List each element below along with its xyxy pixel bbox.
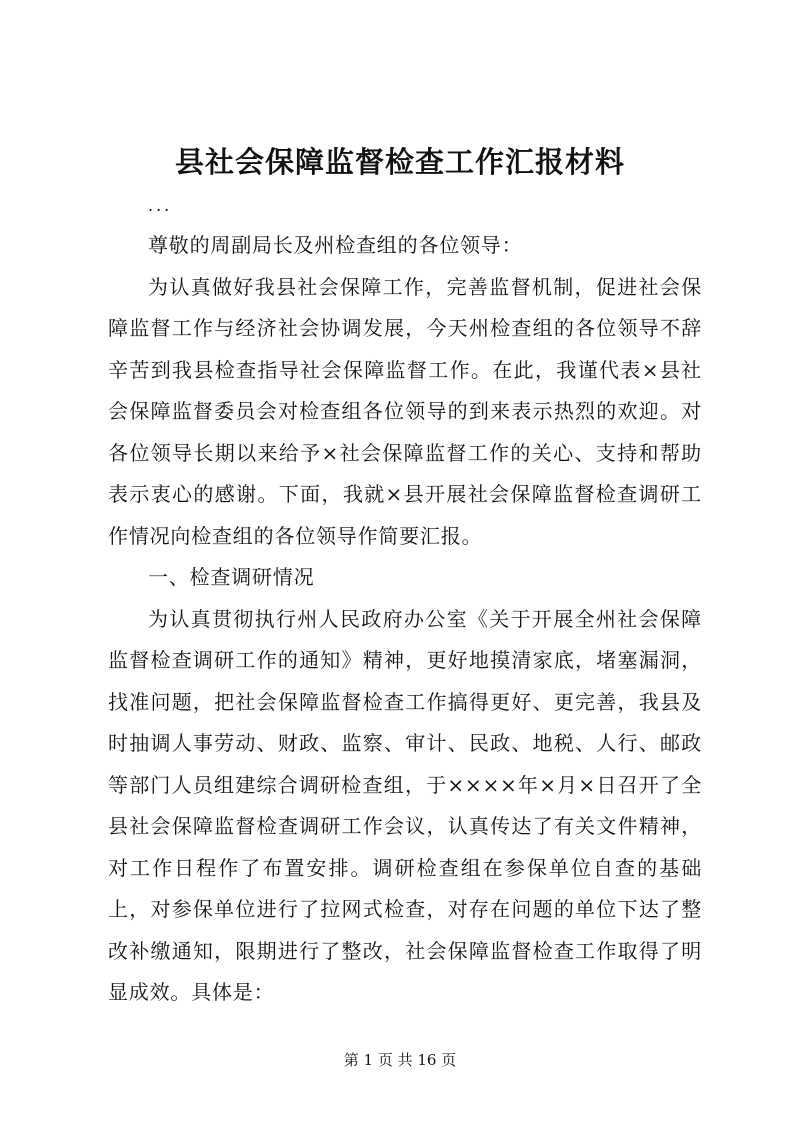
page-number-footer: 第 1 页 共 16 页 xyxy=(343,1051,457,1069)
ellipsis-marker: ... xyxy=(148,196,173,215)
section-heading: 一、检查调研情况 xyxy=(148,565,315,589)
intro-paragraph: 为认真做好我县社会保障工作，完善监督机制，促进社会保障监督工作与经济社会协调发展，今天州检查组的各位领导不辞辛苦到我县检查指导社会保障监督工作。在此，我谨代表×县社会保障监督委员会对检查组各位领导的到来表示热烈的欢迎。对各位领导长期以来给予×社会保障监督工作的关心、支持和帮助表示衷心的感谢。下面，我就×县开展社会保障监督检查调研工作情况向检查组的各位领导作简要汇报。 xyxy=(108,274,702,548)
section-paragraph: 为认真贯彻执行州人民政府办公室《关于开展全州社会保障监督检查调研工作的通知》精神，更好地摸清家底，堵塞漏洞，找准问题，把社会保障监督检查工作搞得更好、更完善，我县及时抽调人事劳动、财政、监察、审计、民政、地税、人行、邮政等部门人员组建综合调研检查组，于××××年×月×日召开了全县社会保障监督检查调研工作会议，认真传达了有关文件精神，对工作日程作了布置安排。调研检查组在参保单位自查的基础上，对参保单位进行了拉网式检查，对存在问题的单位下达了整改补缴通知，限期进行了整改，社会保障监督检查工作取得了明显成效。具体是： xyxy=(108,606,702,1004)
document-body xyxy=(108,225,702,1014)
document-title: 县社会保障监督检查工作汇报材料 xyxy=(174,145,625,179)
salutation-paragraph: 尊敬的周副局长及州检查组的各位领导： xyxy=(148,233,523,257)
